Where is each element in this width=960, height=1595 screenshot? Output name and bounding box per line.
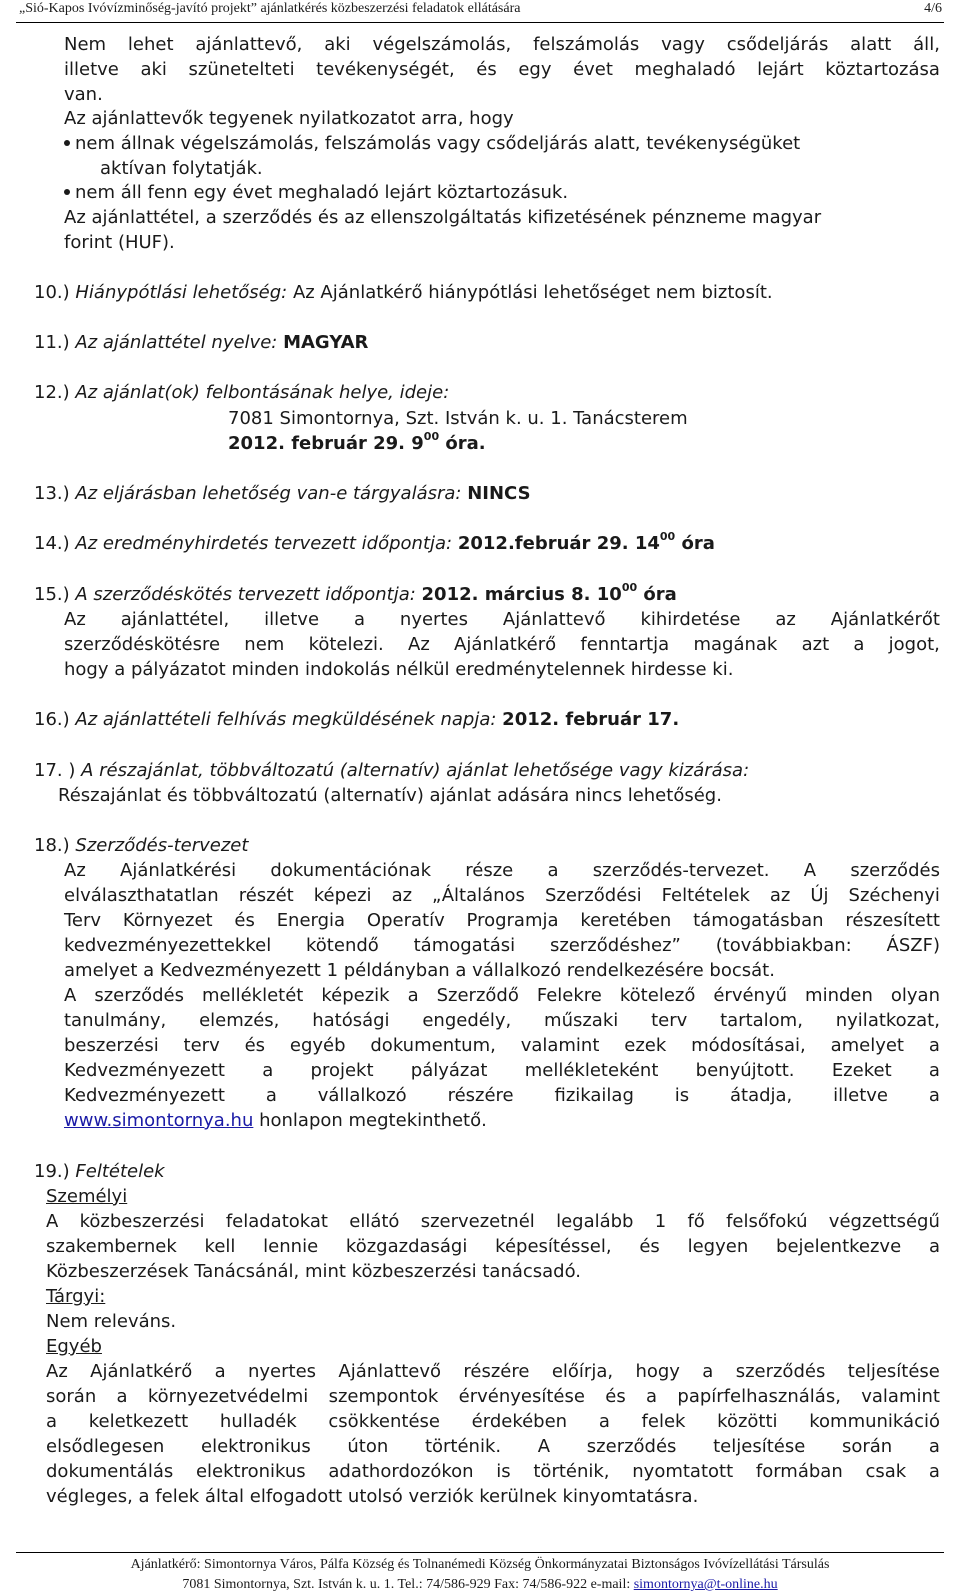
section-19-line: során a környezetvédelmi szempontok érvényesítése és a papírfelhasználás, valamint xyxy=(46,1386,940,1407)
section-19: 19.) Feltételek xyxy=(34,1161,165,1182)
page-header xyxy=(16,0,944,23)
website-link[interactable]: www.simontornya.hu xyxy=(64,1110,254,1131)
subheading-other: Egyéb xyxy=(46,1336,102,1357)
section-19-line: a keletkezett hulladék csökkentése érdekében a felek közötti kommunikáció xyxy=(46,1411,940,1432)
section-15-para-3: hogy a pályázatot minden indokolás nélkül eredménytelennek hirdesse ki. xyxy=(64,659,734,680)
bullet-item-1-cont: aktívan folytatják. xyxy=(100,158,263,179)
section-14: 14.) Az eredményhirdetés tervezett időpontja: 2012.február 29. $14^{00}$ óra xyxy=(34,530,715,554)
section-18-line: Az Ajánlatkérési dokumentációnak része a szerződés-tervezet. A szerződés xyxy=(64,860,940,881)
page-footer xyxy=(16,1552,944,1595)
section-18-line: kedvezményezettekkel kötendő támogatási szerződéshez” (továbbiakban: ÁSZF) xyxy=(64,935,940,956)
bullet-item-1: nem állnak végelszámolás, felszámolás vagy csődeljárás alatt, tevékenységüket xyxy=(64,131,800,156)
section-19-line: szakembernek kell lennie közgazdasági képesítéssel, és legyen bejelentkezve a xyxy=(46,1236,940,1257)
subheading-personal: Személyi xyxy=(46,1186,128,1207)
section-17-value: Részajánlat és többváltozatú (alternatív) ajánlat adására nincs lehetőség. xyxy=(58,785,722,806)
section-18-line: beszerzési terv és egyéb dokumentum, valamint ezek módosításai, amelyet a xyxy=(64,1035,940,1056)
section-19-line: végleges, a felek által elfogadott utolsó verziók kerülnek kinyomtatásra. xyxy=(46,1486,699,1507)
section-19-line: dokumentálás elektronikus adathordozókon is történik, nyomtatott formában csak a xyxy=(46,1461,940,1482)
section-18-line: elválaszthatatlan részét képezi az „Általános Szerződési Feltételek az Új Széchenyi xyxy=(64,885,940,906)
header-title: „Sió-Kapos Ivóvízminőség-javító projekt” ajánlatkérés közbeszerzési feladatok ellátására xyxy=(19,1,521,16)
bullet-icon xyxy=(64,189,70,195)
intro-line-6: forint (HUF). xyxy=(64,232,175,253)
section-17: 17. ) A részajánlat, többváltozatú (alternatív) ajánlat lehetősége vagy kizárása: xyxy=(34,760,750,781)
section-15: 15.) A szerződéskötés tervezett időpontja: 2012. március 8. $10^{00}$ óra xyxy=(34,581,677,605)
intro-line-5: Az ajánlattétel, a szerződés és az ellenszolgáltatás kifizetésének pénzneme magyar xyxy=(64,207,822,228)
section-18-line: Kedvezményezett a vállalkozó részére fizikailag is átadja, illetve a xyxy=(64,1085,940,1106)
intro-line-3: van. xyxy=(64,84,103,105)
intro-line-1: Nem lehet ajánlattevő, aki végelszámolás, felszámolás vagy csődeljárás alatt áll, xyxy=(64,34,940,55)
page-number: 4/6 xyxy=(924,1,942,16)
intro-line-4: Az ajánlattevők tegyenek nyilatkozatot arra, hogy xyxy=(64,108,514,129)
section-18-line: tanulmány, elemzés, hatósági engedély, műszaki terv tartalom, nyilatkozat, xyxy=(64,1010,940,1031)
section-13: 13.) Az eljárásban lehetőség van-e tárgyalásra: NINCS xyxy=(34,483,531,504)
intro-line-2: illetve aki szünetelteti tevékenységét, és egy évet meghaladó lejárt köztartozása xyxy=(64,59,940,80)
section-15-para-1: Az ajánlattétel, illetve a nyertes Ajánlattevő kihirdetése az Ajánlatkérőt xyxy=(64,609,940,630)
footer-line-1: Ajánlatkérő: Simontornya Város, Pálfa Község és Tolnanémedi Község Önkormányzatai Biztonságos Ivóvízellátási Társulás xyxy=(130,1557,830,1572)
section-16: 16.) Az ajánlattételi felhívás megküldésének napja: 2012. február 17. xyxy=(34,709,680,730)
section-18-line: A szerződés mellékletét képezik a Szerződő Felekre kötelező érvényű minden olyan xyxy=(64,985,940,1006)
section-19-line: Közbeszerzések Tanácsánál, mint közbeszerzési tanácsadó. xyxy=(46,1261,582,1282)
opening-place: 7081 Simontornya, Szt. István k. u. 1. Tanácsterem xyxy=(228,408,688,429)
subheading-material: Tárgyi: xyxy=(46,1286,106,1307)
section-19-line: Nem releváns. xyxy=(46,1311,177,1332)
footer-email-link[interactable]: simontornya@t-online.hu xyxy=(633,1577,778,1592)
bullet-icon xyxy=(64,140,70,146)
section-19-line: A közbeszerzési feladatokat ellátó szervezetnél legalább 1 fő felsőfokú végzettségű xyxy=(46,1211,940,1232)
section-18-line: Kedvezményezett a projekt pályázat mellékleteként benyújtott. Ezeket a xyxy=(64,1060,940,1081)
section-12: 12.) Az ajánlat(ok) felbontásának helye, ideje: xyxy=(34,382,450,403)
section-19-line: elsődlegesen elektronikus úton történik. A szerződés teljesítése során a xyxy=(46,1436,940,1457)
section-15-para-2: szerződéskötésre nem kötelezi. Az Ajánlatkérő fenntartja magának azt a jogot, xyxy=(64,634,940,655)
section-11: 11.) Az ajánlattétel nyelve: MAGYAR xyxy=(34,332,369,353)
section-10: 10.) Hiánypótlási lehetőség: Az Ajánlatkérő hiánypótlási lehetőséget nem biztosít. xyxy=(34,282,773,303)
opening-date: 2012. február 29. $9^{00}$ óra. xyxy=(228,430,486,454)
section-19-line: Az Ajánlatkérő a nyertes Ajánlattevő részére előírja, hogy a szerződés teljesítése xyxy=(46,1361,940,1382)
footer-line-2: 7081 Simontornya, Szt. István k. u. 1. Tel.: 74/586-929 Fax: 74/586-922 e-mail: simontornya@t-online.hu xyxy=(182,1577,778,1592)
section-18-line: amelyet a Kedvezményezett 1 példányban a vállalkozó rendelkezésére bocsát. xyxy=(64,960,775,981)
section-18-line: Terv Környezet és Energia Operatív Programja keretében támogatásban részesített xyxy=(64,910,940,931)
section-18: 18.) Szerződés-tervezet xyxy=(34,835,249,856)
bullet-item-2: nem áll fenn egy évet meghaladó lejárt köztartozásuk. xyxy=(64,180,568,205)
section-18-link-line: www.simontornya.hu honlapon megtekinthető. xyxy=(64,1110,487,1131)
